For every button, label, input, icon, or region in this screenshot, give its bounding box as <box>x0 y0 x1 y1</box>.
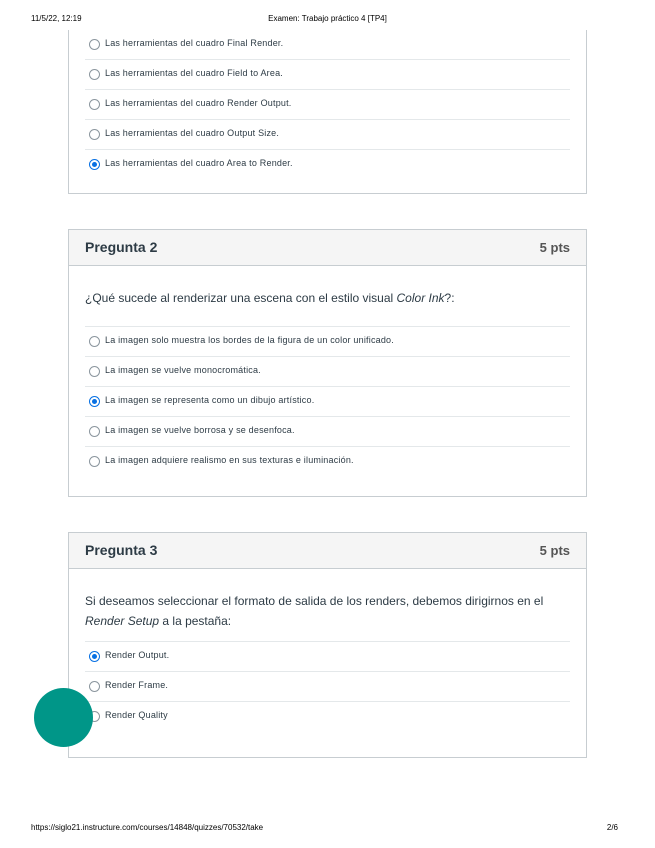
radio-button[interactable] <box>89 99 100 110</box>
radio-button[interactable] <box>89 159 100 170</box>
answer-label: Las herramientas del cuadro Field to Area. <box>105 68 283 78</box>
question-title: Pregunta 2 <box>85 239 158 255</box>
answer-option[interactable] <box>85 90 570 120</box>
print-header <box>0 14 655 28</box>
answer-option[interactable] <box>85 30 570 60</box>
answer-option[interactable] <box>85 357 570 387</box>
answer-list <box>85 326 570 477</box>
answer-label: Las herramientas del cuadro Area to Render. <box>105 158 293 168</box>
radio-button[interactable] <box>89 69 100 80</box>
answer-option[interactable] <box>85 387 570 417</box>
answer-option[interactable] <box>85 327 570 357</box>
radio-button[interactable] <box>89 396 100 407</box>
answer-label: La imagen se representa como un dibujo artístico. <box>105 395 315 405</box>
question-points: 5 pts <box>539 240 570 255</box>
answer-list <box>85 30 570 180</box>
answer-option[interactable] <box>85 150 570 180</box>
answer-option[interactable] <box>85 60 570 90</box>
floating-action-button[interactable] <box>34 688 93 747</box>
answer-label: La imagen se vuelve monocromática. <box>105 365 261 375</box>
question-text <box>85 569 570 641</box>
question-title: Pregunta 3 <box>85 542 158 558</box>
question-text-part: Si deseamos seleccionar el formato de salida de los renders, debemos dirigirnos en el <box>85 594 544 608</box>
answer-label: Render Output. <box>105 650 170 660</box>
question-header <box>69 230 586 266</box>
answer-label: Las herramientas del cuadro Render Output. <box>105 98 292 108</box>
question-header <box>69 533 586 569</box>
question-text-emphasis: Color Ink <box>396 291 445 305</box>
radio-button[interactable] <box>89 39 100 50</box>
answer-label: La imagen adquiere realismo en sus texturas e iluminación. <box>105 455 354 465</box>
radio-button[interactable] <box>89 681 100 692</box>
answer-list <box>85 641 570 732</box>
answer-label: Las herramientas del cuadro Output Size. <box>105 128 280 138</box>
question-3-card <box>68 532 587 758</box>
answer-option[interactable] <box>85 447 570 477</box>
print-page-title: Examen: Trabajo práctico 4 [TP4] <box>268 14 387 23</box>
print-url: https://siglo21.instructure.com/courses/14848/quizzes/70532/take <box>31 823 264 832</box>
print-footer <box>0 823 655 837</box>
question-2-card <box>68 229 587 497</box>
radio-button[interactable] <box>89 366 100 377</box>
answer-option[interactable] <box>85 702 570 732</box>
question-text <box>85 266 570 326</box>
radio-button[interactable] <box>89 426 100 437</box>
radio-button[interactable] <box>89 129 100 140</box>
answer-option[interactable] <box>85 672 570 702</box>
radio-button[interactable] <box>89 336 100 347</box>
answer-label: Las herramientas del cuadro Final Render. <box>105 38 284 48</box>
question-text-emphasis: Render Setup <box>85 614 160 628</box>
question-points: 5 pts <box>539 543 570 558</box>
answer-option[interactable] <box>85 417 570 447</box>
question-text-part: ¿Qué sucede al renderizar una escena con el estilo visual <box>85 291 397 305</box>
answer-label: Render Frame. <box>105 680 169 690</box>
answer-option[interactable] <box>85 642 570 672</box>
answer-label: Render Quality <box>105 710 168 720</box>
answer-label: La imagen solo muestra los bordes de la figura de un color unificado. <box>105 335 394 345</box>
answer-label: La imagen se vuelve borrosa y se desenfoca. <box>105 425 295 435</box>
radio-button[interactable] <box>89 456 100 467</box>
question-text-part: ?: <box>444 291 455 305</box>
print-datetime: 11/5/22, 12:19 <box>31 14 82 23</box>
radio-button[interactable] <box>89 651 100 662</box>
answer-option[interactable] <box>85 120 570 150</box>
question-1-card <box>68 30 587 194</box>
question-text-part: a la pestaña: <box>159 614 232 628</box>
print-page-number: 2/6 <box>606 823 618 832</box>
